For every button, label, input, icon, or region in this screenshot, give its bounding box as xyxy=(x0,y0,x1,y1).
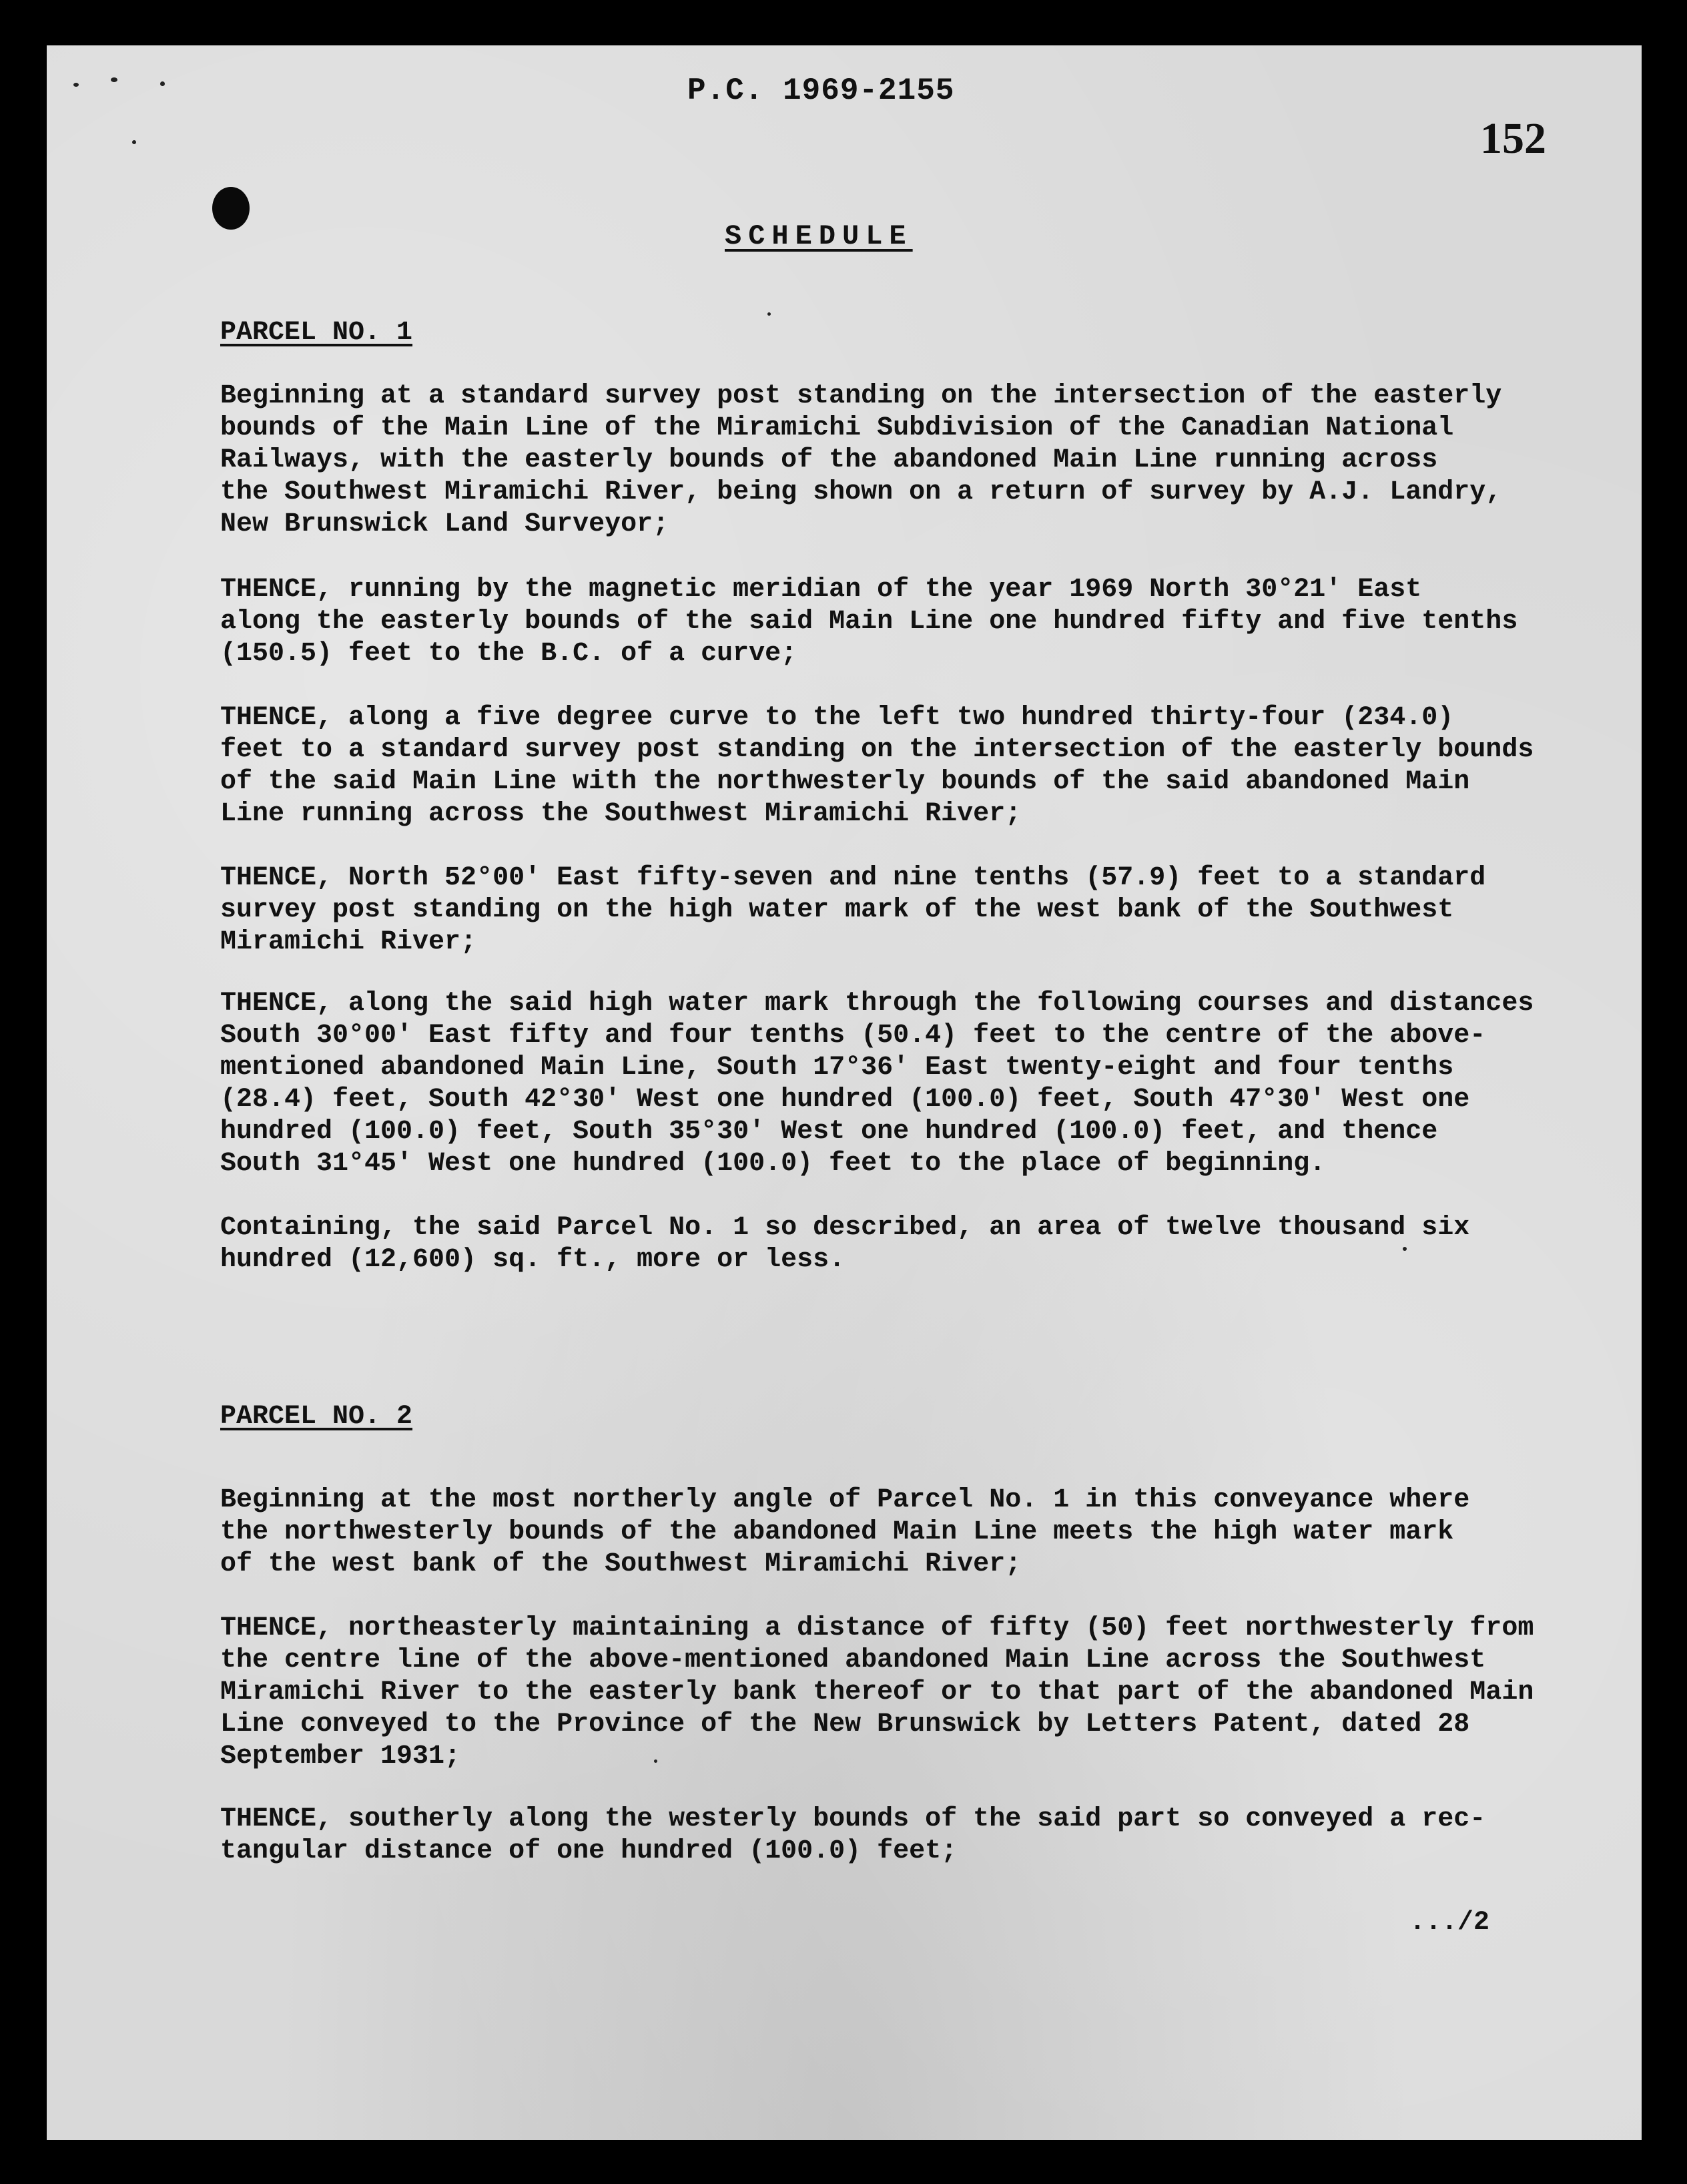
continuation-marker: .../2 xyxy=(1409,1908,1490,1938)
parcel-1-area-paragraph: Containing, the said Parcel No. 1 so described, an area of twelve thousand six hundred (12,600) sq. ft., more or less. xyxy=(220,1213,1470,1275)
parcel-1-thence-paragraph-3: THENCE, North 52°00' East fifty-seven and nine tenths (57.9) feet to a standard survey post standing on the high water mark of the west bank of the Southwest Miramichi River; xyxy=(220,863,1486,957)
punch-hole xyxy=(212,187,250,230)
speck xyxy=(767,312,771,316)
parcel-1-thence-paragraph-2: THENCE, along a five degree curve to the left two hundred thirty-four (234.0) feet to a standard survey post standing on the intersection of the easterly bounds of the said Main Line with the northwesterly bounds of the said abandoned Main Line running across the Southwest Miramichi River; xyxy=(220,703,1534,829)
parcel-2-beginning-paragraph: Beginning at the most northerly angle of Parcel No. 1 in this conveyance where the northwesterly bounds of the abandoned Main Line meets the high water mark of the west bank of the Southwest Miramichi River; xyxy=(220,1485,1470,1579)
parcel-2-thence-paragraph-1: THENCE, northeasterly maintaining a distance of fifty (50) feet northwesterly from the centre line of the above-mentioned abandoned Main Line across the Southwest Miramichi River to the easterly bank thereof or to that part of the abandoned Main Line conveyed to the Province of the New Brunswick by Letters Patent, dated 28 September 1931; xyxy=(220,1613,1534,1771)
page-number: 152 xyxy=(1480,114,1546,163)
speck xyxy=(111,77,117,82)
parcel-1-heading: PARCEL NO. 1 xyxy=(220,318,413,348)
speck xyxy=(160,81,165,86)
parcel-1-thence-paragraph-4: THENCE, along the said high water mark through the following courses and distances South 30°00' East fifty and four tenths (50.4) feet to the centre of the above- mentioned abandoned Main Line, South 17°36' East twenty-eight and four tenths (28.4) feet, South 42°30' West one hundred (100.0) feet, South 47°30' West one hundred (100.0) feet, South 35°30' West one hundred (100.0) feet, and thence South 31°45' West one hundred (100.0) feet to the place of beginning. xyxy=(220,989,1534,1179)
schedule-title: SCHEDULE xyxy=(725,220,913,252)
order-in-council-number: P.C. 1969-2155 xyxy=(687,73,955,108)
parcel-2-heading: PARCEL NO. 2 xyxy=(220,1402,413,1432)
parcel-1-thence-paragraph-1: THENCE, running by the magnetic meridian of the year 1969 North 30°21' East along the easterly bounds of the said Main Line one hundred fifty and five tenths (150.5) feet to the B.C. of a curve; xyxy=(220,575,1518,669)
speck xyxy=(132,140,136,144)
speck xyxy=(73,83,79,87)
document-page xyxy=(47,45,1642,2140)
parcel-1-beginning-paragraph: Beginning at a standard survey post standing on the intersection of the easterly bounds of the Main Line of the Miramichi Subdivision of the Canadian National Railways, with the easterly bounds of the abandoned Main Line running across the Southwest Miramichi River, being shown on a return of survey by A.J. Landry, New Brunswick Land Surveyor; xyxy=(220,381,1502,539)
parcel-2-thence-paragraph-2: THENCE, southerly along the westerly bounds of the said part so conveyed a rec- tangular distance of one hundred (100.0) feet; xyxy=(220,1804,1486,1866)
